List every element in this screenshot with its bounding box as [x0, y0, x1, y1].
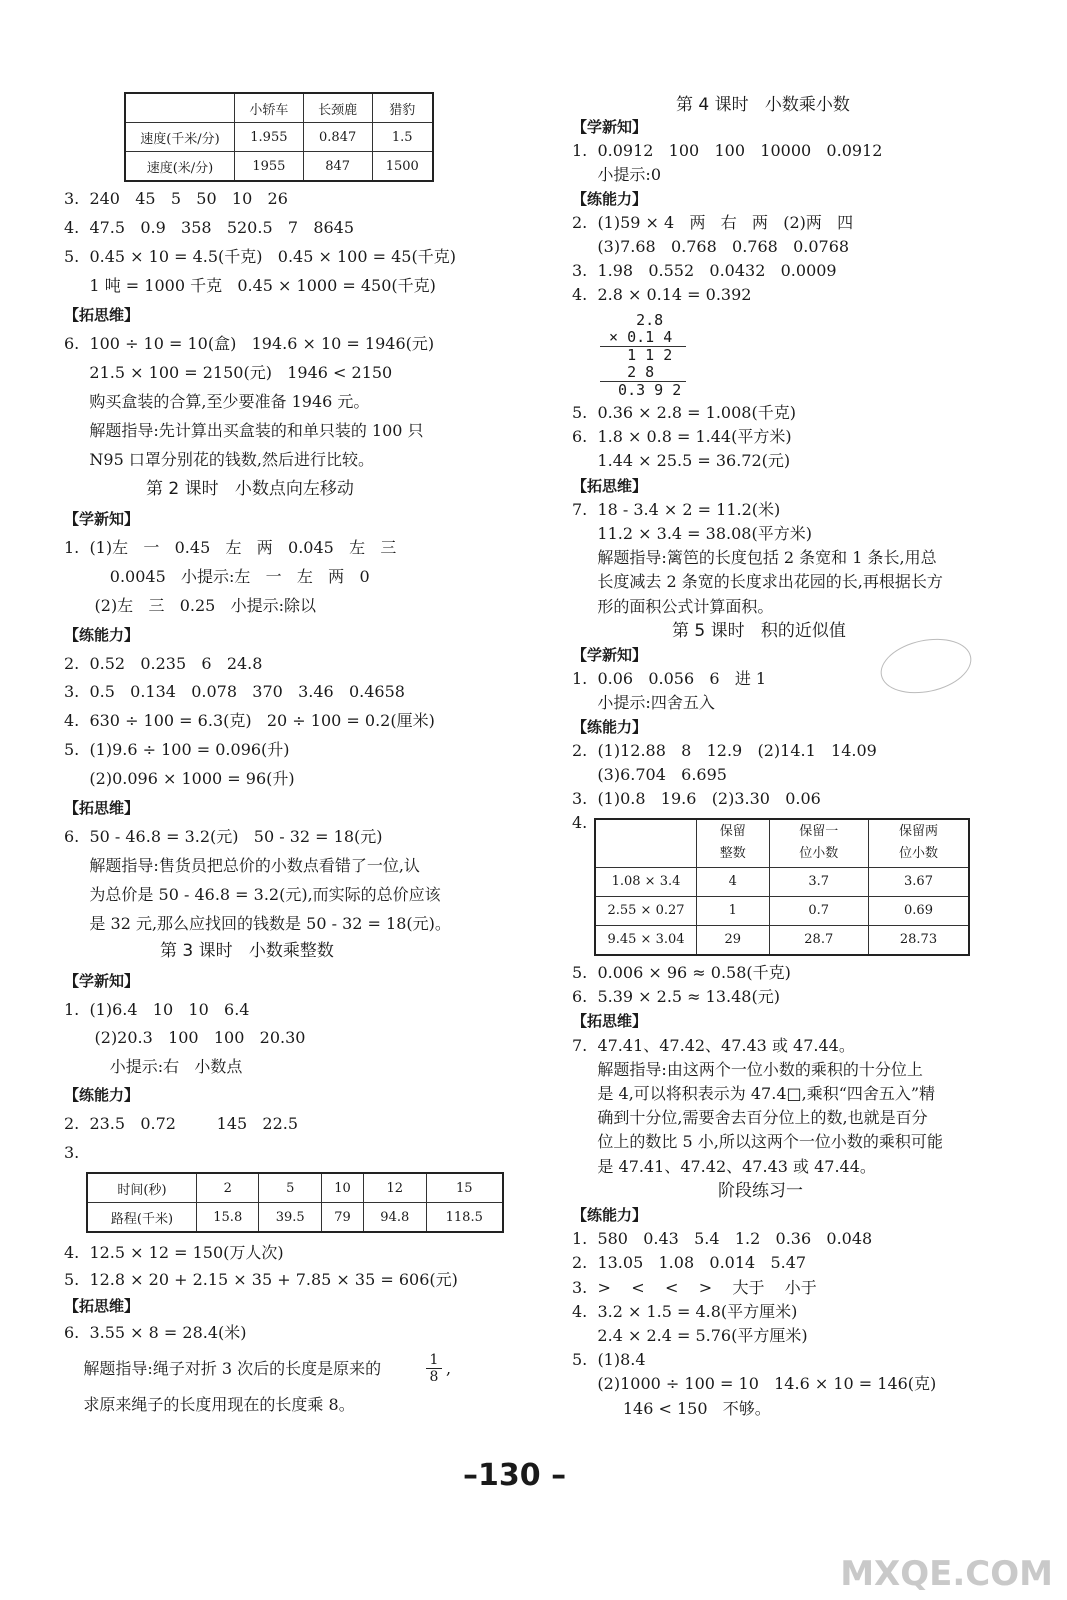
answer-line: 1. 580 0.43 5.4 1.2 0.36 0.048: [572, 1229, 873, 1249]
answer-line: 146 < 150 不够。: [572, 1398, 771, 1418]
fraction-denominator: 8: [426, 1368, 442, 1385]
answer-line: 解题指导:售货员把总价的小数点看错了一位,认: [64, 855, 420, 875]
section-heading: 【学新知】: [64, 510, 140, 528]
answer-line: 长度减去 2 条宽的长度求出花园的长,再根据长方: [572, 572, 943, 592]
answer-line: 4. 12.5 × 12 = 150(万人次): [64, 1243, 284, 1262]
answer-line: 4. 3.2 × 1.5 = 4.8(平方厘米): [572, 1301, 798, 1321]
answer-line: 5. 0.36 × 2.8 = 1.008(千克): [572, 403, 796, 422]
answer-line: 6. 3.55 × 8 = 28.4(米): [64, 1322, 247, 1342]
section-heading: 【练能力】: [572, 1206, 648, 1224]
answer-line: 5. (1)9.6 ÷ 100 = 0.096(升): [64, 740, 290, 760]
answer-line: (2)20.3 100 100 20.30: [64, 1028, 306, 1048]
section-heading: 【拓思维】: [572, 476, 648, 495]
answer-line: 7. 47.41、47.42、47.43 或 47.44。: [572, 1035, 855, 1055]
answer-line: 2. 23.5 0.72 145 22.5: [64, 1114, 299, 1133]
answer-line: 1. 0.0912 100 100 10000 0.0912: [572, 141, 883, 160]
answer-line: 位上的数比 5 小,所以这两个一位小数的乘积可能: [572, 1132, 943, 1152]
answer-line: 4. 47.5 0.9 358 520.5 7 8645: [64, 218, 355, 237]
table-row: 9.45 × 3.04 29 28.7 28.73: [595, 925, 969, 955]
answer-line: 2. (1)12.88 8 12.9 (2)14.1 14.09: [572, 741, 877, 760]
section-heading: 【练能力】: [64, 625, 140, 644]
section-heading: 【拓思维】: [64, 306, 140, 324]
answer-line: 6. 50 - 46.8 = 3.2(元) 50 - 32 = 18(元): [64, 826, 383, 846]
answer-line: 4. 2.8 × 0.14 = 0.392: [572, 285, 752, 304]
answer-line: 1. 0.06 0.056 6 进 1: [572, 669, 767, 688]
answer-line: 4. 630 ÷ 100 = 6.3(克) 20 ÷ 100 = 0.2(厘米): [64, 711, 435, 731]
answer-line: 6. 100 ÷ 10 = 10(盒) 194.6 × 10 = 1946(元): [64, 334, 435, 353]
answer-line: 1. (1)左 一 0.45 左 两 0.045 左 三: [64, 537, 397, 557]
answer-line: 1. (1)6.4 10 10 6.4: [64, 999, 250, 1019]
answer-line: (3)7.68 0.768 0.768 0.0768: [572, 237, 850, 256]
answer-line: 1 吨 = 1000 千克 0.45 × 1000 = 450(千克): [64, 276, 436, 295]
section-heading: 【拓思维】: [572, 1012, 648, 1031]
table-row: 速度(千米/分) 1.955 0.847 1.5: [125, 123, 433, 152]
answer-line: 5. (1)8.4: [572, 1350, 646, 1370]
answer-line: 为总价是 50 - 46.8 = 3.2(元),而实际的总价应该: [64, 884, 441, 904]
speed-table: [124, 92, 434, 182]
table-row: 速度(米/分) 1955 847 1500: [125, 152, 433, 182]
answer-line: (2)0.096 × 1000 = 96(升): [64, 769, 295, 789]
answer-line: 小提示:右 小数点: [64, 1056, 243, 1076]
answer-line: 3. 0.5 0.134 0.078 370 3.46 0.4658: [64, 682, 405, 702]
answer-line: 21.5 × 100 = 2150(元) 1946 < 2150: [64, 363, 393, 382]
section-title: 第 3 课时 小数乘整数: [160, 941, 334, 961]
answer-line: 解题指导:由这两个一位小数的乘积的十分位上: [572, 1059, 923, 1079]
answer-line: 11.2 × 3.4 = 38.08(平方米): [572, 524, 812, 543]
answer-line: 是 32 元,那么应找回的钱数是 50 - 32 = 18(元)。: [64, 913, 451, 933]
section-title: 第 5 课时 积的近似值: [672, 621, 846, 641]
answer-line: 3. (1)0.8 19.6 (2)3.30 0.06: [572, 789, 821, 808]
approximation-table: [594, 818, 970, 956]
guide-text-punct: ,: [446, 1359, 452, 1378]
section-heading: 【练能力】: [572, 190, 648, 208]
table-row: 小轿车 长颈鹿 猎豹: [125, 93, 433, 123]
watermark-logo: MXQE.COM: [840, 1554, 1053, 1594]
answer-line: (2)1000 ÷ 100 = 10 14.6 × 10 = 146(克): [572, 1374, 937, 1394]
answer-line: 5. 12.8 × 20 + 2.15 × 35 + 7.85 × 35 = 606(元): [64, 1269, 458, 1289]
answer-line: 3. > < < > 大于 小于: [572, 1277, 817, 1297]
fraction-numerator: 1: [429, 1352, 439, 1368]
time-distance-table: [86, 1172, 504, 1233]
answer-line: 解题指导:先计算出买盒装的和单只装的 100 只: [64, 421, 424, 440]
page-number: –130 –: [463, 1458, 567, 1493]
table-row: 时间(秒) 2 5 10 12 15: [87, 1173, 503, 1203]
section-title: 阶段练习一: [718, 1181, 803, 1201]
answer-line: 3. 240 45 5 50 10 26: [64, 189, 288, 208]
answer-line: (3)6.704 6.695: [572, 765, 727, 784]
answer-line: 小提示:四舍五入: [572, 693, 715, 712]
section-heading: 【拓思维】: [64, 799, 140, 817]
table-row: 保留 整数 保留一 位小数 保留两 位小数: [595, 819, 969, 867]
section-title: 第 4 课时 小数乘小数: [676, 95, 850, 115]
table-row: 2.55 × 0.27 1 0.7 0.69: [595, 896, 969, 925]
section-heading: 【练能力】: [64, 1086, 140, 1105]
answer-line: 6. 1.8 × 0.8 = 1.44(平方米): [572, 427, 792, 447]
section-heading: 【练能力】: [572, 718, 648, 736]
answer-line: 4.: [572, 813, 588, 832]
answer-line: 6. 5.39 × 2.5 ≈ 13.48(元): [572, 987, 780, 1007]
table-row: 1.08 × 3.4 4 3.7 3.67: [595, 867, 969, 896]
section-heading: 【学新知】: [64, 972, 140, 990]
answer-line: 1.44 × 25.5 = 36.72(元): [572, 451, 791, 471]
answer-line: (2)左 三 0.25 小提示:除以: [64, 595, 316, 615]
answer-line: 是 4,可以将积表示为 47.4□,乘积“四舍五入”精: [572, 1084, 936, 1103]
answer-line: 2. 13.05 1.08 0.014 5.47: [572, 1253, 807, 1273]
fraction: [426, 1352, 442, 1385]
answer-line: 0.0045 小提示:左 一 左 两 0: [64, 566, 370, 586]
table-row: 路程(千米) 15.8 39.5 79 94.8 118.5: [87, 1203, 503, 1233]
answer-line: 购买盒装的合算,至少要准备 1946 元。: [64, 392, 370, 411]
section-heading: 【学新知】: [572, 118, 648, 136]
section-heading: 【学新知】: [572, 646, 648, 664]
answer-line: 2.4 × 2.4 = 5.76(平方厘米): [572, 1326, 808, 1345]
answer-line: 解题指导:篱笆的长度包括 2 条宽和 1 条长,用总: [572, 548, 937, 568]
section-title: 第 2 课时 小数点向左移动: [146, 479, 354, 499]
answer-line: 3.: [64, 1142, 80, 1162]
answer-line: 3. 1.98 0.552 0.0432 0.0009: [572, 261, 837, 280]
guide-text: 求原来绳子的长度用现在的长度乘 8。: [58, 1395, 355, 1414]
guide-text: 解题指导:绳子对折 3 次后的长度是原来的: [58, 1359, 382, 1378]
answer-line: 7. 18 - 3.4 × 2 = 11.2(米): [572, 499, 781, 519]
answer-line: 2. (1)59 × 4 两 右 两 (2)两 四: [572, 213, 854, 232]
answer-line: 小提示:0: [572, 165, 662, 184]
answer-line: 是 47.41、47.42、47.43 或 47.44。: [572, 1156, 876, 1176]
section-heading: 【拓思维】: [64, 1297, 140, 1315]
answer-line: 5. 0.45 × 10 = 4.5(千克) 0.45 × 100 = 45(千克): [64, 247, 456, 266]
answer-line: 2. 0.52 0.235 6 24.8: [64, 653, 263, 673]
answer-line: N95 口罩分别花的钱数,然后进行比较。: [64, 450, 374, 469]
answer-line: 5. 0.006 × 96 ≈ 0.58(千克): [572, 963, 791, 982]
answer-line: 形的面积公式计算面积。: [572, 596, 774, 616]
answer-line: 确到十分位,需要舍去百分位上的数,也就是百分: [572, 1108, 928, 1128]
stamp: [876, 631, 977, 701]
